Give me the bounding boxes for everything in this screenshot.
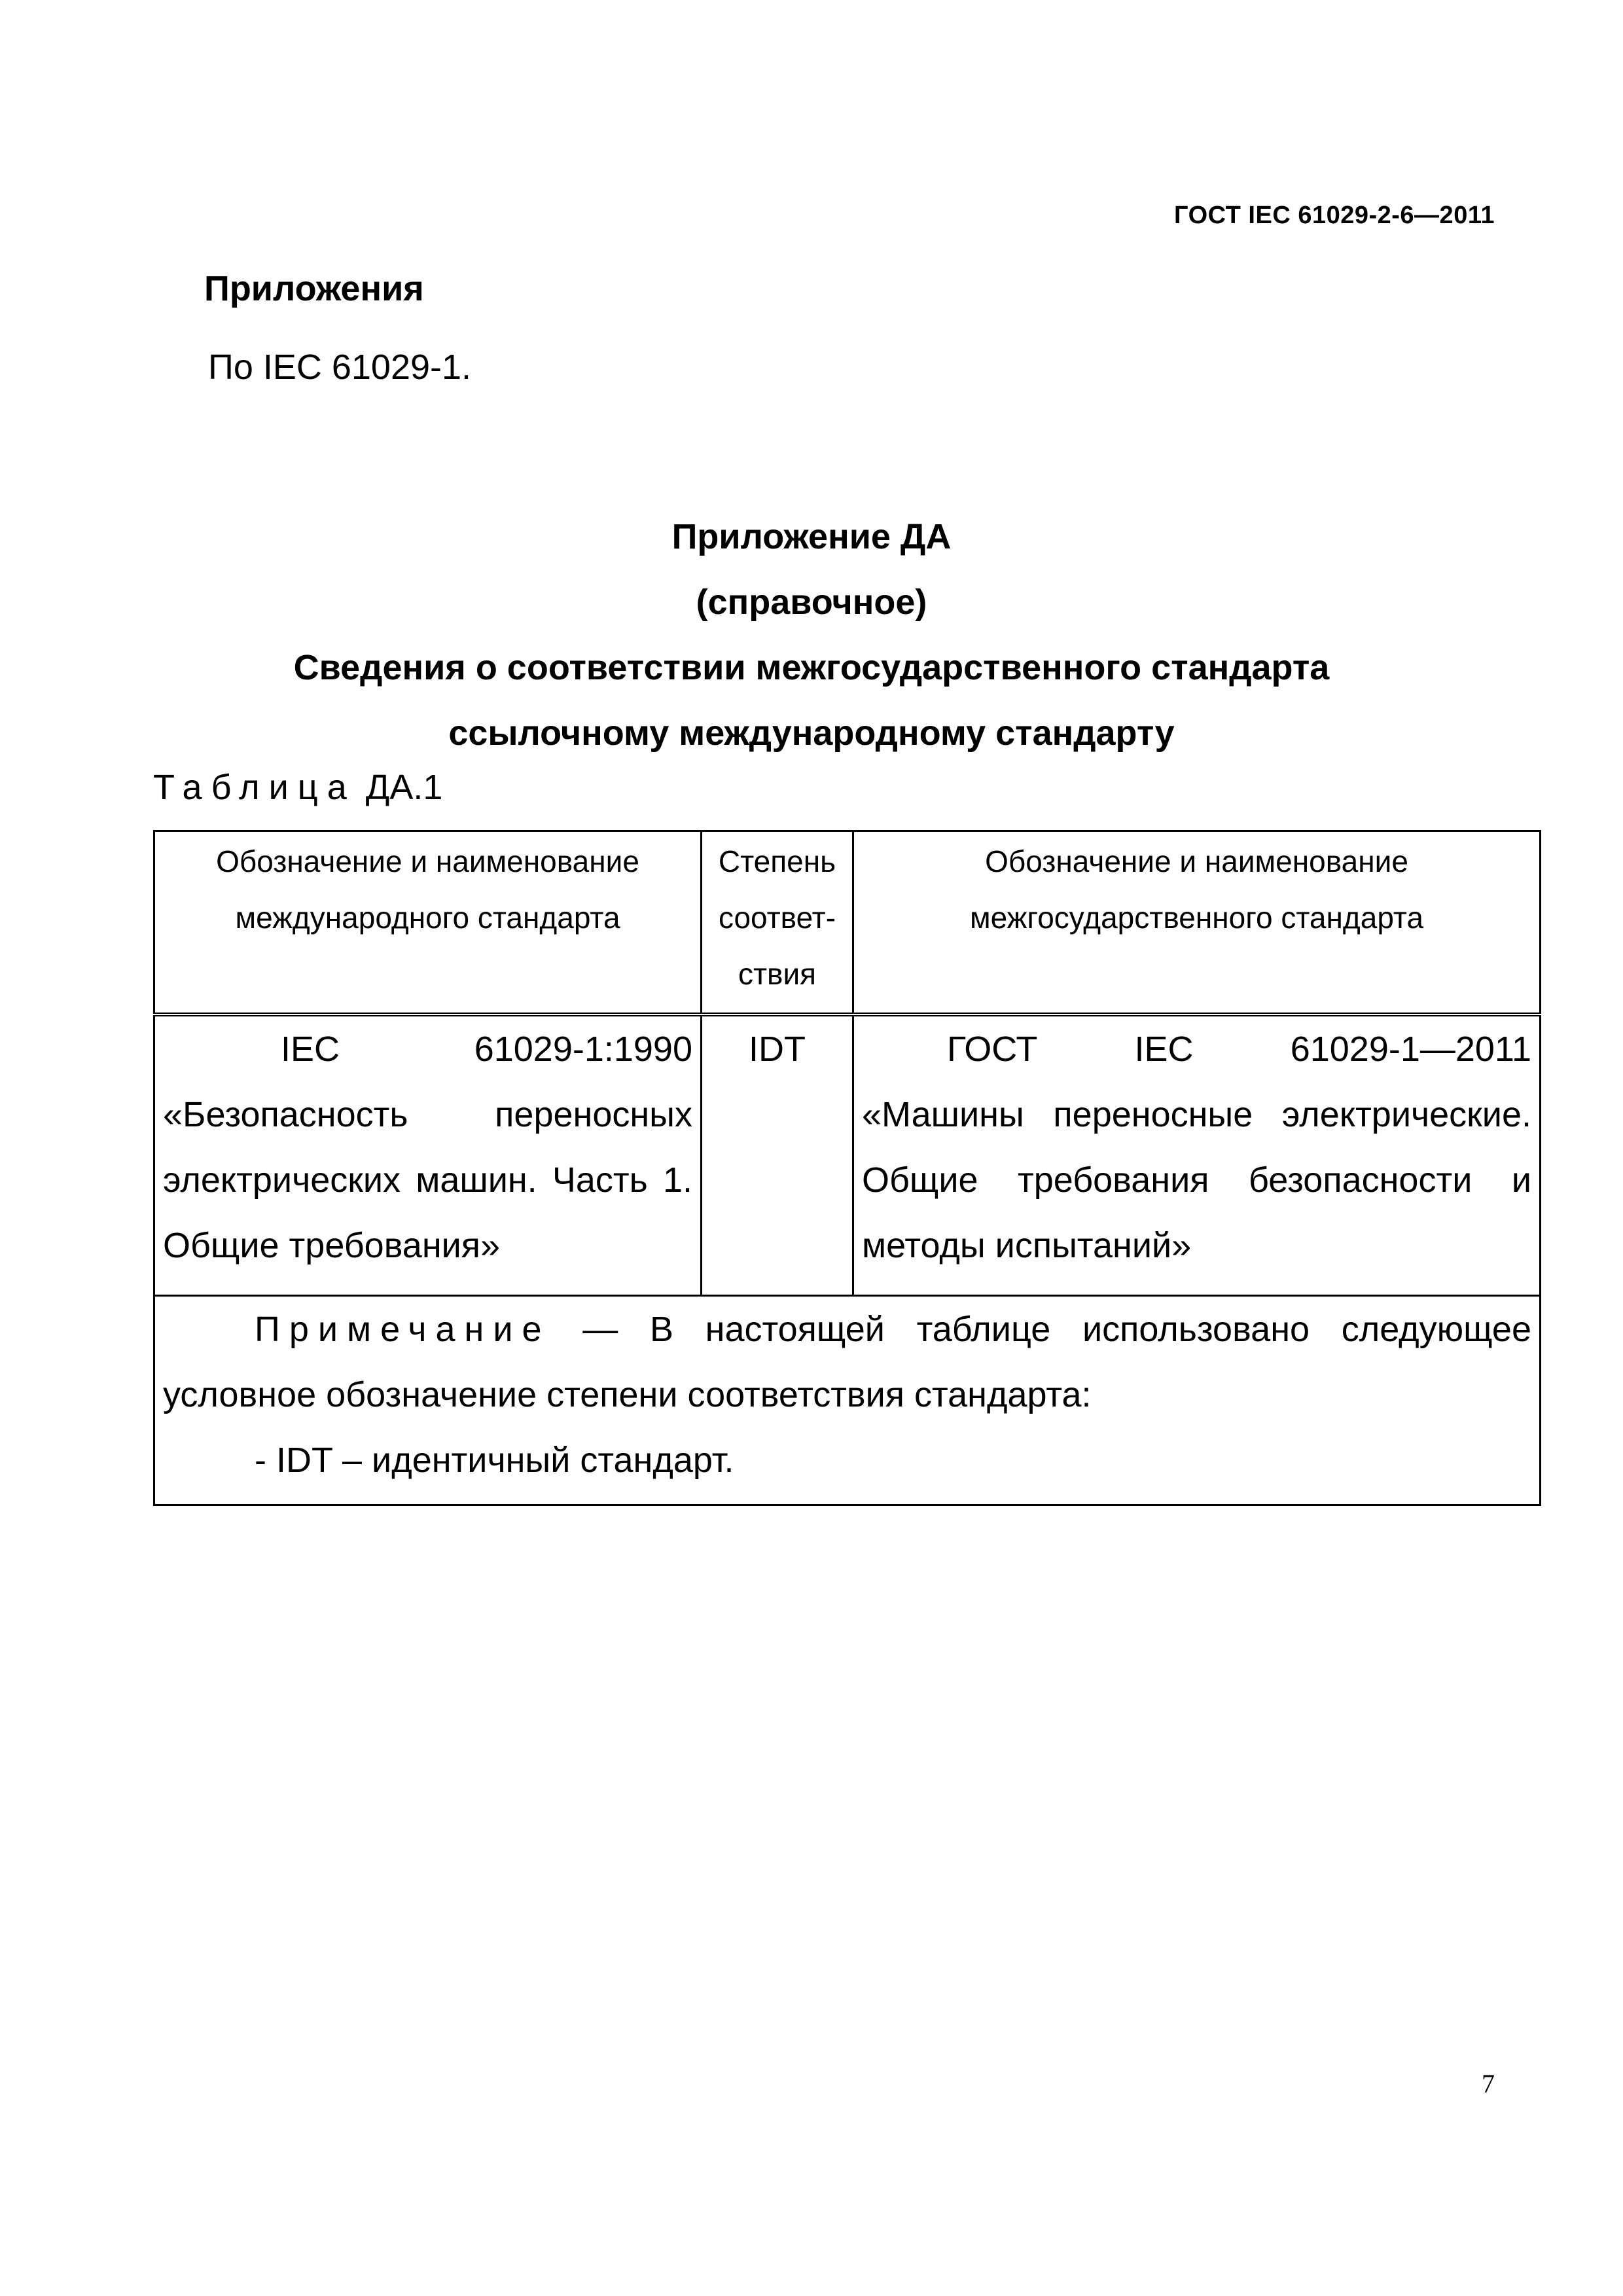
appendices-text: По IEC 61029-1. (208, 348, 472, 387)
header-international-standard (154, 831, 702, 1014)
note-label: Примечание (255, 1310, 551, 1349)
interstate-standard-title: «Машины переносные электрические. Общие требования безопасности и методы испытаний» (862, 1094, 1531, 1265)
header-col3-line2: межгосударственного стандарта (969, 901, 1424, 935)
header-col1-line1: Обозначение и наименование (216, 844, 639, 878)
table-caption (153, 767, 442, 808)
table-note (154, 1296, 1541, 1505)
international-standard-code: IEC 61029-1:1990 (281, 1029, 692, 1069)
header-col2-line1: Степень (718, 844, 836, 878)
annex-subtitle-line1: Сведения о соответствии межгосударственного стандарта (293, 648, 1330, 687)
table-header-row (154, 831, 1541, 1014)
header-col2-line3: ствия (738, 957, 817, 991)
note-line1 (163, 1297, 1531, 1362)
appendices-heading: Приложения (204, 269, 424, 308)
correspondence-table (153, 830, 1541, 1506)
document-code: ГОСТ IEC 61029-2-6—2011 (1174, 202, 1495, 229)
header-col2-line2: соответ- (718, 901, 836, 935)
table-caption-prefix: Таблица (153, 768, 356, 807)
international-standard-title: «Безопасность переносных электрических машин. Часть 1. Общие требования» (163, 1094, 692, 1265)
international-standard-cell (154, 1014, 702, 1296)
note-text-line1: — В настоящей таблице использовано следующее (582, 1310, 1531, 1349)
header-degree (702, 831, 853, 1014)
table-row (154, 1014, 1541, 1296)
page-number: 7 (1482, 2069, 1495, 2098)
header-col3-line1: Обозначение и наименование (985, 844, 1408, 878)
annex-title: Приложение ДА (671, 517, 952, 556)
annex-title-block (0, 504, 1623, 766)
annex-subtitle-line2: ссылочному международному стандарту (448, 713, 1175, 753)
interstate-standard-cell (853, 1014, 1541, 1296)
note-item: - IDT – идентичный стандарт. (255, 1441, 734, 1480)
header-interstate-standard (853, 831, 1541, 1014)
table-note-row (154, 1296, 1541, 1505)
degree-cell: IDT (702, 1014, 853, 1296)
note-text-line2: условное обозначение степени соответствия стандарта: (163, 1375, 1092, 1414)
header-col1-line2: международного стандарта (235, 901, 620, 935)
interstate-standard-code: ГОСТ IEC 61029-1—2011 (947, 1029, 1531, 1069)
annex-type: (справочное) (696, 583, 927, 622)
table-caption-number: ДА.1 (365, 768, 443, 807)
